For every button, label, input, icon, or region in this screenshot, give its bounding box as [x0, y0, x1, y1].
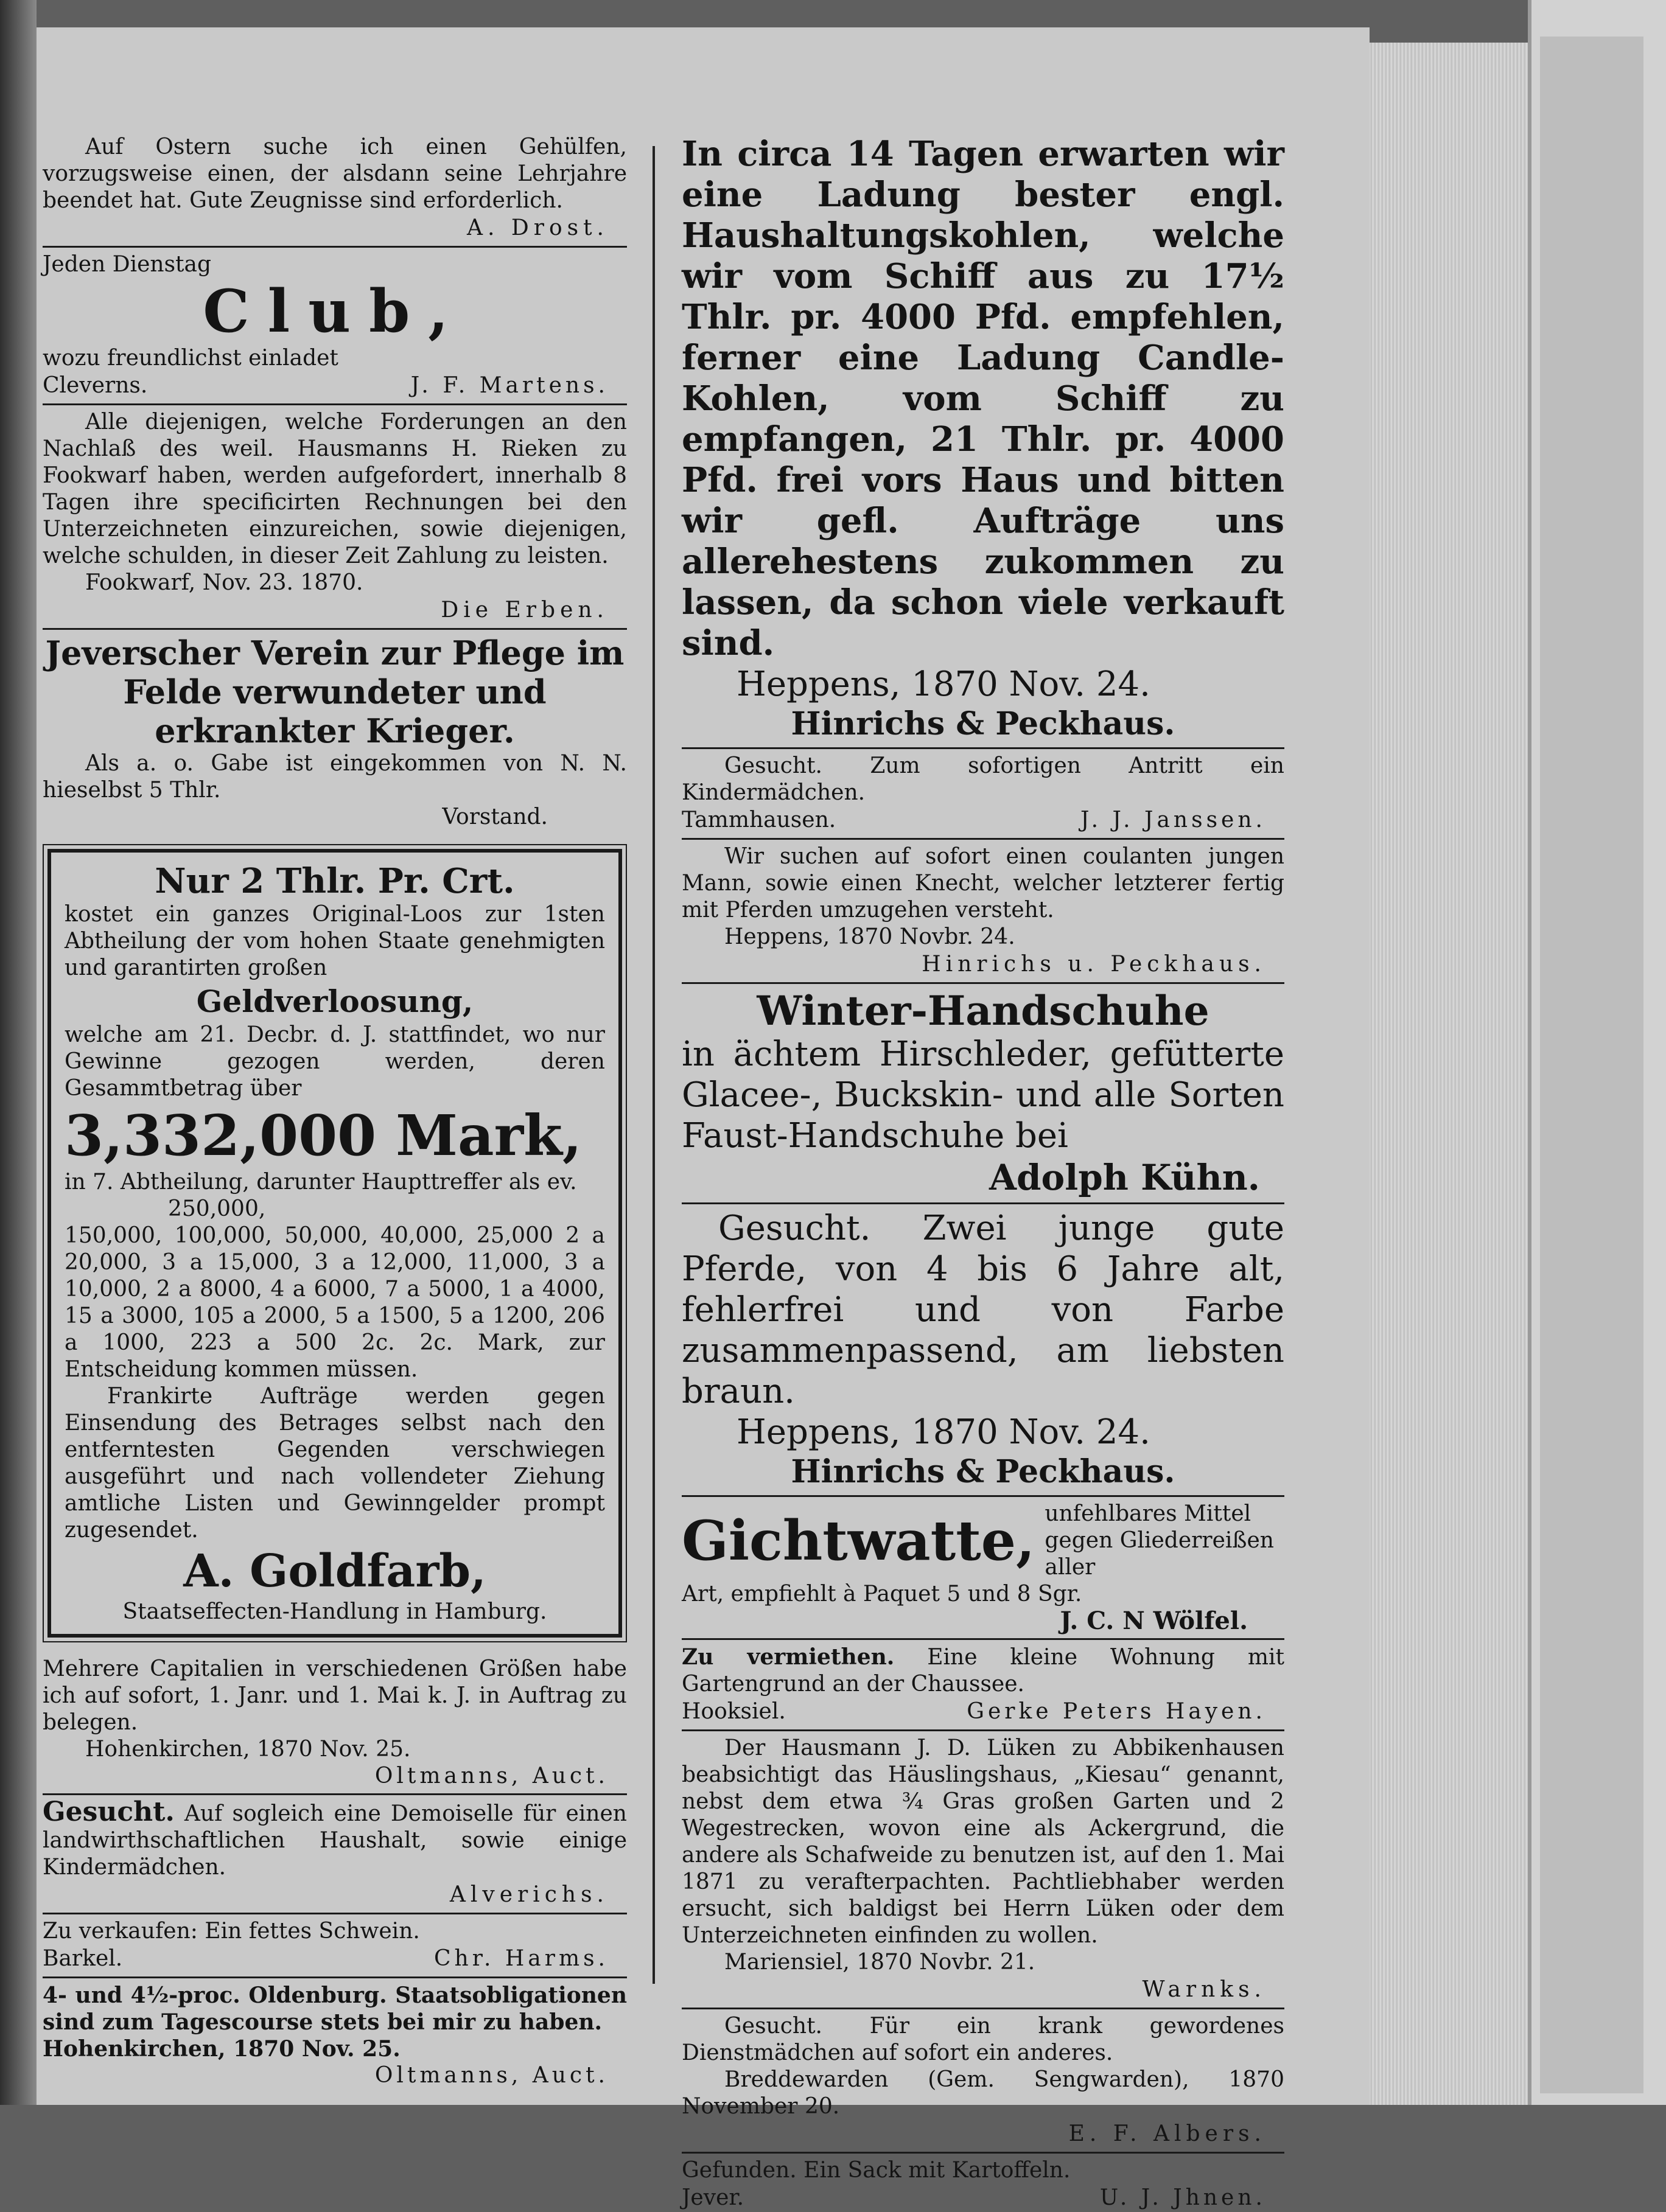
ad-demoiselle-body: Auf sogleich eine Demoiselle für einen landwirthschaftlichen Haushalt, sowie einige Kindermädchen.: [43, 1801, 627, 1880]
ad-goldfarb-text2: welche am 21. Decbr. d. J. stattfindet, wo nur Gewinne gezogen werden, deren Gesammtbetrag über: [65, 1022, 605, 1101]
ad-capitalien-signature: Oltmanns, Auct.: [374, 1764, 609, 1788]
ad-verein-signature: Vorstand.: [442, 804, 548, 829]
ad-kohlen-date: Heppens, 1870 Nov. 24.: [737, 665, 1150, 704]
ad-handschuhe: [682, 988, 1284, 1199]
ad-vermiethen: [682, 1644, 1284, 1726]
rule: [682, 1495, 1284, 1497]
ad-schwein-text: Zu verkaufen: Ein fettes Schwein.: [43, 1919, 420, 1944]
ad-pferde-text: Gesucht. Zwei junge gute Pferde, von 4 bis 6 Jahre alt, fehlerfrei und von Farbe zusammenpassend, am liebsten braun.: [682, 1209, 1284, 1411]
ad-kartoffeln-signature: U. J. Jhnen.: [1099, 2185, 1266, 2210]
ad-dienstmaedchen: [682, 2013, 1284, 2148]
ad-rieken-signature: Die Erben.: [441, 598, 609, 623]
ad-demoiselle: [43, 1796, 627, 1909]
ad-gichtwatte: [682, 1501, 1284, 1635]
rule: [43, 403, 627, 405]
ad-goldfarb-lottery: Geldverloosung,: [196, 983, 474, 1019]
ad-kohlen: [682, 134, 1284, 744]
ad-club-title: Club,: [203, 277, 467, 346]
rule: [682, 838, 1284, 840]
ad-goldfarb-amount: 3,332,000 Mark,: [65, 1103, 582, 1168]
ad-goldfarb-list: 150,000, 100,000, 50,000, 40,000, 25,000 2 a 20,000, 3 a 15,000, 3 a 12,000, 11,000, 3 a 10,000, 2 a 8000, 4 a 6000, 7 a 5000, 1 a 4000, 15 a 3000, 105 a 2000, 5 a 1500, 5 a 1200, 206 a 1000, 223 a 500 2c. 2c. Mark, zur Entscheidung kommen müssen.: [65, 1223, 605, 1382]
binding-edge: [0, 0, 37, 2105]
page-stack-edge: [1370, 43, 1528, 2105]
ad-vermiethen-lead: Zu vermiethen.: [682, 1644, 895, 1670]
ad-goldfarb-text3: in 7. Abtheilung, darunter Haupttreffer als ev.: [65, 1170, 577, 1195]
ad-goldfarb-text4: Frankirte Aufträge werden gegen Einsendung des Betrages selbst nach den entferntesten Gegenden verschwiegen ausgeführt und nach vollendeter Ziehung amtliche Listen und Gewinngelder prompt zugesendet.: [65, 1384, 605, 1543]
ad-demoiselle-text: [43, 1796, 627, 1881]
ad-kartoffeln-place: Jever.: [682, 2185, 744, 2210]
ad-goldfarb-firm: A. Goldfarb,: [183, 1545, 486, 1597]
ad-vermiethen-place: Hooksiel.: [682, 1699, 786, 1724]
ad-gichtwatte-signature: J. C. N Wölfel.: [1060, 1607, 1248, 1635]
ad-rieken-text: Alle diejenigen, welche Forderungen an den Nachlaß des weil. Hausmanns H. Rieken zu Fookwarf haben, werden aufgefordert, innerhalb 8 Tagen ihre specificirten Rechnungen bei den Unterzeichneten einzureichen, sowie diejenigen, welche schulden, in dieser Zeit Zahlung zu leisten.: [43, 410, 627, 568]
ad-club-place: Cleverns.: [43, 373, 148, 398]
rule: [43, 1793, 627, 1795]
ad-rieken: [43, 409, 627, 624]
ad-verein: [43, 633, 627, 831]
ad-club-intro: Jeden Dienstag: [43, 252, 212, 277]
ad-demoiselle-signature: Alverichs.: [449, 1882, 609, 1907]
ad-club-footer: [43, 372, 627, 400]
right-column: [682, 134, 1284, 2212]
rule: [682, 1202, 1284, 1204]
ad-handschuhe-firm: Adolph Kühn.: [989, 1157, 1260, 1198]
ad-capitalien-date: Hohenkirchen, 1870 Nov. 25.: [85, 1737, 411, 1762]
ad-schwein-signature: Chr. Harms.: [434, 1946, 609, 1971]
ad-staats-date: Hohenkirchen, 1870 Nov. 25.: [43, 2036, 401, 2062]
ad-goldfarb-box: [47, 849, 622, 1638]
rule: [43, 1913, 627, 1914]
ad-kohlen-firm: Hinrichs & Peckhaus.: [791, 705, 1175, 742]
rule: [682, 2008, 1284, 2009]
ad-vermiethen-signature: Gerke Peters Hayen.: [967, 1699, 1266, 1724]
ad-kiesau-signature: Warnks.: [1142, 1977, 1266, 2002]
ad-club-text: wozu freundlichst einladet: [43, 346, 338, 371]
ad-kinder-signature: J. J. Janssen.: [1080, 808, 1266, 832]
rule: [682, 1729, 1284, 1731]
ad-kinder-place: Tammhausen.: [682, 808, 836, 832]
ad-kinder-footer: [682, 806, 1284, 834]
rule: [682, 1638, 1284, 1640]
ad-rieken-date: Fookwarf, Nov. 23. 1870.: [85, 570, 363, 595]
ad-handschuhe-text: in ächtem Hirschleder, gefütterte Glacee-, Buckskin- und alle Sorten Faust-Handschuhe bei: [682, 1034, 1284, 1156]
ad-knecht-text: Wir suchen auf sofort einen coulanten jungen Mann, sowie einen Knecht, welcher letzterer fertig mit Pferden umzugehen versteht.: [682, 844, 1284, 923]
ad-goldfarb-prize: 250,000,: [168, 1196, 266, 1221]
ad-capitalien-text: Mehrere Capitalien in verschiedenen Größen habe ich auf sofort, 1. Janr. und 1. Mai k. J. in Auftrag zu belegen.: [43, 1656, 627, 1735]
ad-gichtwatte-text: Art, empfiehlt à Paquet 5 und 8 Sgr.: [682, 1582, 1082, 1607]
ad-vermiethen-text: [682, 1644, 1284, 1698]
ad-knecht-signature: Hinrichs u. Peckhaus.: [922, 952, 1266, 977]
ad-knecht: [682, 843, 1284, 979]
ad-vermiethen-body: Eine kleine Wohnung mit Gartengrund an der Chaussee.: [682, 1645, 1284, 1697]
rule: [43, 628, 627, 630]
ad-verein-heading: Jeverscher Verein zur Pflege im Felde verwundeter und erkrankter Krieger.: [45, 633, 625, 750]
ad-kiesau: [682, 1735, 1284, 2004]
ad-drost-text: Auf Ostern suche ich einen Gehülfen, vorzugsweise einen, der alsdann seine Lehrjahre beendet hat. Gute Zeugnisse sind erforderlich.: [43, 134, 627, 213]
ad-staats-signature: Oltmanns, Auct.: [374, 2063, 609, 2088]
ad-knecht-date: Heppens, 1870 Novbr. 24.: [724, 924, 1015, 949]
ad-gichtwatte-head: [682, 1501, 1284, 1581]
ad-kohlen-text: In circa 14 Tagen erwarten wir eine Ladung bester engl. Haushaltungskohlen, welche wir vom Schiff aus zu 17½ Thlr. pr. 4000 Pfd. empfehlen, ferner eine Ladung Candle-Kohlen, vom Schiff zu empfangen, 21 Thlr. pr. 4000 Pfd. frei vors Haus und bitten wir gefl. Aufträge uns allerehestens zukommen zu lassen, da schon viele verkauft sind.: [682, 134, 1284, 663]
ad-kartoffeln-text: Gefunden. Ein Sack mit Kartoffeln.: [682, 2158, 1071, 2183]
ad-kiesau-date: Mariensiel, 1870 Novbr. 21.: [724, 1950, 1035, 1975]
ad-kartoffeln: [682, 2157, 1284, 2212]
ad-vermiethen-footer: [682, 1698, 1284, 1726]
ad-goldfarb-text1: kostet ein ganzes Original-Loos zur 1sten Abtheilung der vom hohen Staate genehmigten und garantirten großen: [65, 902, 605, 980]
ad-drost-signature: A. Drost.: [466, 215, 609, 240]
ad-goldfarb-heading: Nur 2 Thlr. Pr. Crt.: [155, 861, 515, 901]
rule: [682, 747, 1284, 749]
ad-schwein: [43, 1918, 627, 1973]
ad-schwein-footer: [43, 1945, 627, 1973]
book-cover-inner: [1540, 37, 1643, 2093]
ad-gichtwatte-title: Gichtwatte,: [682, 1509, 1035, 1573]
ad-club-signature: J. F. Martens.: [410, 373, 609, 398]
column-divider: [653, 146, 655, 1984]
ad-pferde-date: Heppens, 1870 Nov. 24.: [737, 1412, 1150, 1452]
ad-verein-text: Als a. o. Gabe ist eingekommen von N. N. hieselbst 5 Thlr.: [43, 751, 627, 803]
ad-staatsobligationen: [43, 1982, 627, 2089]
ad-club: [43, 251, 627, 400]
ad-demoiselle-lead: Gesucht.: [43, 1796, 175, 1827]
ad-gichtwatte-sub: unfehlbares Mittel gegen Gliederreißen aller: [1045, 1501, 1274, 1580]
ad-dienst-date: Breddewarden (Gem. Sengwarden), 1870 November 20.: [682, 2067, 1284, 2119]
ad-handschuhe-heading: Winter-Handschuhe: [757, 987, 1209, 1034]
ad-capitalien: [43, 1656, 627, 1790]
ad-kiesau-text: Der Hausmann J. D. Lüken zu Abbikenhausen beabsichtigt das Häuslingshaus, „Kiesau“ genannt, nebst dem etwa ¾ Gras großen Garten und 2 Wegestrecken, wovon eine als Ackergrund, die andere als Schafweide zu benutzen ist, auf den 1. Mai 1871 zu verafterpachten. Pachtliebhaber werden ersucht, sich baldigst bei Herrn Lüken oder dem Unterzeichneten einfinden zu wollen.: [682, 1736, 1284, 1948]
ad-goldfarb-firm-sub: Staatseffecten-Handlung in Hamburg.: [122, 1599, 547, 1624]
rule: [682, 982, 1284, 984]
ad-pferde: [682, 1208, 1284, 1492]
ad-kindermaedchen: [682, 753, 1284, 834]
rule: [43, 1976, 627, 1978]
left-column: [43, 134, 627, 2089]
rule: [43, 246, 627, 248]
ad-kinder-text: Gesucht. Zum sofortigen Antritt ein Kindermädchen.: [682, 753, 1284, 805]
ad-schwein-place: Barkel.: [43, 1946, 123, 1971]
ad-pferde-firm: Hinrichs & Peckhaus.: [791, 1453, 1175, 1490]
rule: [682, 2152, 1284, 2154]
ad-kartoffeln-footer: [682, 2184, 1284, 2212]
ad-drost: [43, 134, 627, 242]
ad-dienst-text: Gesucht. Für ein krank gewordenes Dienstmädchen auf sofort ein anderes.: [682, 2014, 1284, 2065]
ad-dienst-signature: E. F. Albers.: [1068, 2121, 1266, 2146]
ad-staats-text: 4- und 4½-proc. Oldenburg. Staatsobligationen sind zum Tagescourse stets bei mir zu haben.: [43, 1983, 627, 2035]
